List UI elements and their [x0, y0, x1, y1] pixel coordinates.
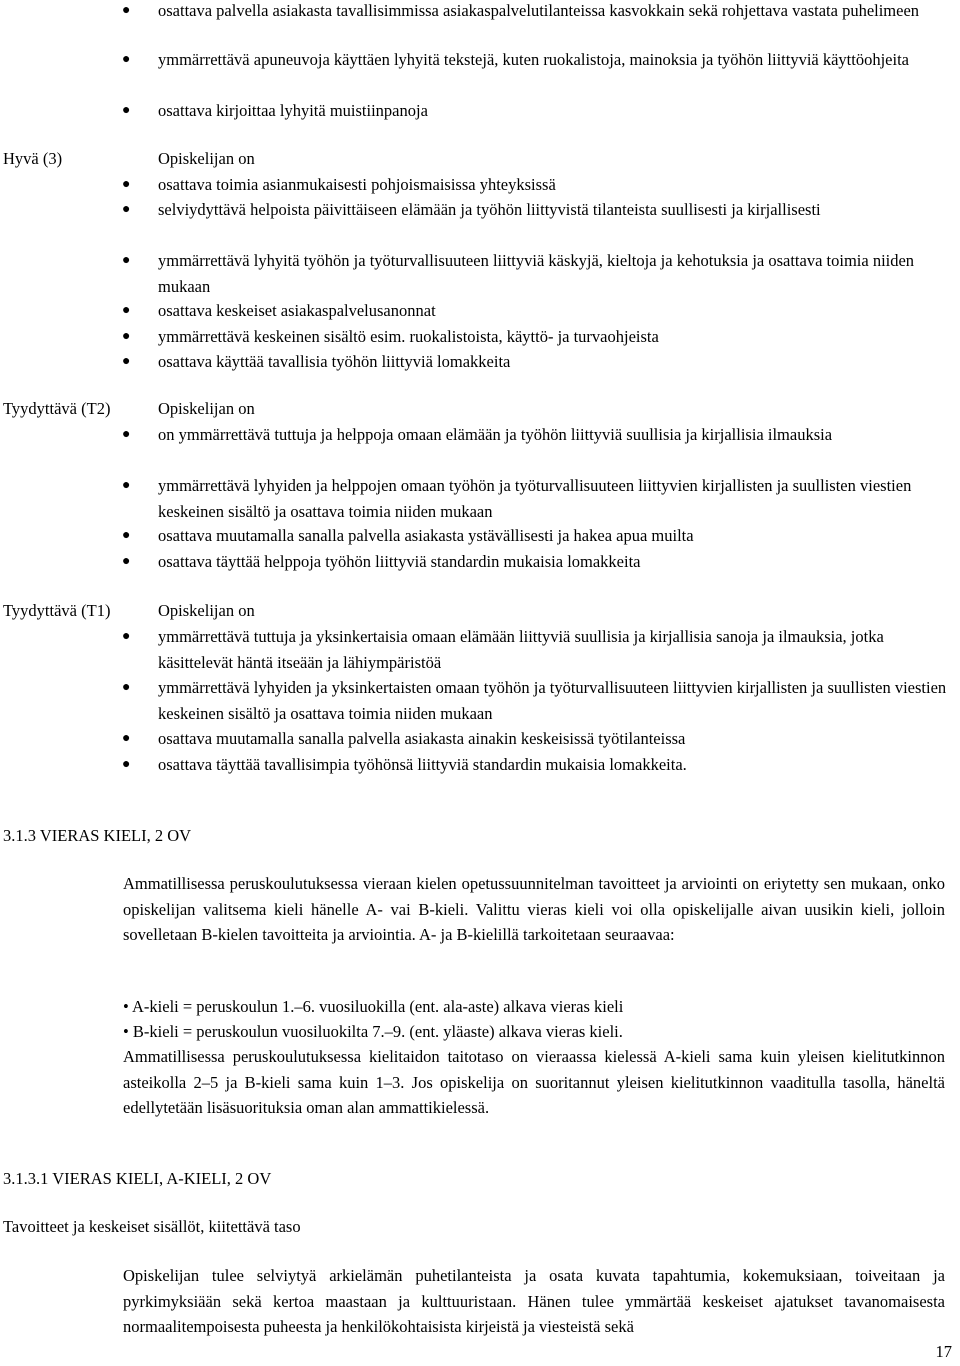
grade-label: Tyydyttävä (T1) — [3, 601, 111, 620]
subsection-title: 3.1.3.1 VIERAS KIELI, A-KIELI, 2 OV — [3, 1169, 272, 1188]
bullet-icon: ● — [122, 629, 131, 644]
list-item: ymmärrettävä lyhyitä työhön ja työturvallisuuteen liittyviä käskyjä, kieltoja ja kehotuksia ja osattava toimia niiden mukaan — [158, 251, 915, 296]
list-item: osattava täyttää helppoja työhön liittyviä standardin mukaisia lomakkeita — [158, 552, 641, 571]
level-heading: Opiskelijan on — [158, 149, 255, 168]
list-item: • B-kieli = peruskoulun vuosiluokilta 7.–9. (ent. yläaste) alkava vieras kieli. — [123, 1022, 623, 1041]
page-number: 17 — [935, 1341, 952, 1361]
level-heading: Opiskelijan on — [158, 399, 255, 418]
subsection-body: Opiskelijan tulee selviytyä arkielämän puhetilanteista ja osata kuvata tapahtumia, kokemuksiaan, toiveitaan ja pyrkimyksiään sekä kertoa maastaan ja kulttuuristaan. Hänen tulee ymmärtää keskeiset ajatukset tavanomaisesta normaalitempoisesta puheesta ja henkilökohtaisista kirjeistä ja viesteistä sekä — [123, 1266, 945, 1336]
list-item: on ymmärrettävä tuttuja ja helppoja omaan elämään ja työhön liittyviä suullisia ja kirjallisia ilmauksia — [158, 425, 833, 444]
list-item: osattava muutamalla sanalla palvella asiakasta ystävällisesti ja hakea apua muilta — [158, 526, 694, 545]
list-item: osattava palvella asiakasta tavallisimmissa asiakaspalvelutilanteissa kasvokkain sekä rohjettava vastata puhelimeen — [158, 1, 920, 20]
bullet-icon: ● — [122, 103, 131, 118]
list-item: ymmärrettävä lyhyiden ja yksinkertaisten omaan työhön ja työturvallisuuteen liittyvien kirjallisten ja suullisten viestien keskeinen sisältö ja osattava toimia niiden mukaan — [158, 678, 947, 723]
bullet-icon: ● — [122, 52, 131, 67]
bullet-icon: ● — [122, 354, 131, 369]
list-item: ymmärrettävä tuttuja ja yksinkertaisia omaan elämään liittyviä suullisia ja kirjallisia sanoja ja ilmauksia, jotka käsittelevät häntä itseään ja lähiympäristöä — [158, 627, 884, 672]
list-item: osattava kirjoittaa lyhyitä muistiinpanoja — [158, 101, 428, 120]
list-item: ymmärrettävä lyhyiden ja helppojen omaan työhön ja työturvallisuuteen liittyvien kirjallisten ja suullisten viestien keskeinen sisältö ja osattava toimia niiden mukaan — [158, 476, 912, 521]
list-item: osattava käyttää tavallisia työhön liittyviä lomakkeita — [158, 352, 511, 371]
list-item: osattava täyttää tavallisimpia työhönsä liittyviä standardin mukaisia lomakkeita. — [158, 755, 687, 774]
bullet-icon: ● — [122, 3, 131, 18]
bullet-icon: ● — [122, 427, 131, 442]
bullet-icon: ● — [122, 329, 131, 344]
list-item: osattava keskeiset asiakaspalvelusanonnat — [158, 301, 436, 320]
bullet-icon: ● — [122, 528, 131, 543]
bullet-icon: ● — [122, 554, 131, 569]
list-item: ymmärrettävä keskeinen sisältö esim. ruokalistoista, käyttö- ja turvaohjeista — [158, 327, 659, 346]
grade-label: Hyvä (3) — [3, 149, 63, 168]
subsection-subtitle: Tavoitteet ja keskeiset sisällöt, kiitettävä taso — [3, 1217, 301, 1236]
bullet-icon: ● — [122, 478, 131, 493]
bullet-icon: ● — [122, 303, 131, 318]
bullet-icon: ● — [122, 253, 131, 268]
list-item: osattava toimia asianmukaisesti pohjoismaisissa yhteyksissä — [158, 175, 556, 194]
section-outro: Ammatillisessa peruskoulutuksessa kielitaidon taitotaso on vieraassa kielessä A-kieli sama kuin yleisen kielitutkinnon asteikolla 2–5 ja B-kieli sama kuin 1–3. Jos opiskelija on suoritannut yleisen kielitutkinnon vaaditulla tasolla, häneltä edellytetään lisäsuorituksia oman alan ammattikielessä. — [123, 1047, 945, 1117]
list-item: osattava muutamalla sanalla palvella asiakasta ainakin keskeisissä työtilanteissa — [158, 729, 686, 748]
bullet-icon: • — [123, 997, 132, 1016]
bullet-icon: ● — [122, 757, 131, 772]
list-item: selviydyttävä helpoista päivittäiseen elämään ja työhön liittyvistä tilanteista suullisesti ja kirjallisesti — [158, 200, 821, 219]
grade-label: Tyydyttävä (T2) — [3, 399, 111, 418]
bullet-icon: ● — [122, 202, 131, 217]
bullet-icon: • — [123, 1022, 133, 1041]
bullet-icon: ● — [122, 177, 131, 192]
level-heading: Opiskelijan on — [158, 601, 255, 620]
bullet-icon: ● — [122, 680, 131, 695]
list-item: • A-kieli = peruskoulun 1.–6. vuosiluokilla (ent. ala-aste) alkava vieras kieli — [123, 997, 624, 1016]
list-item: ymmärrettävä apuneuvoja käyttäen lyhyitä tekstejä, kuten ruokalistoja, mainoksia ja työhön liittyviä käyttöohjeita — [158, 50, 909, 69]
section-title: 3.1.3 VIERAS KIELI, 2 OV — [3, 826, 192, 845]
section-intro: Ammatillisessa peruskoulutuksessa vieraan kielen opetussuunnitelman tavoitteet ja arviointi on eriytetty sen mukaan, onko opiskelijan valitsema kieli hänelle A- vai B-kieli. Valittu vieras kieli voi olla opiskelijalle aivan uusikin kieli, jolloin sovelletaan B-kielen tavoitteita ja arviointia. A- ja B-kielillä tarkoitetaan seuraavaa: — [123, 874, 945, 944]
bullet-icon: ● — [122, 731, 131, 746]
